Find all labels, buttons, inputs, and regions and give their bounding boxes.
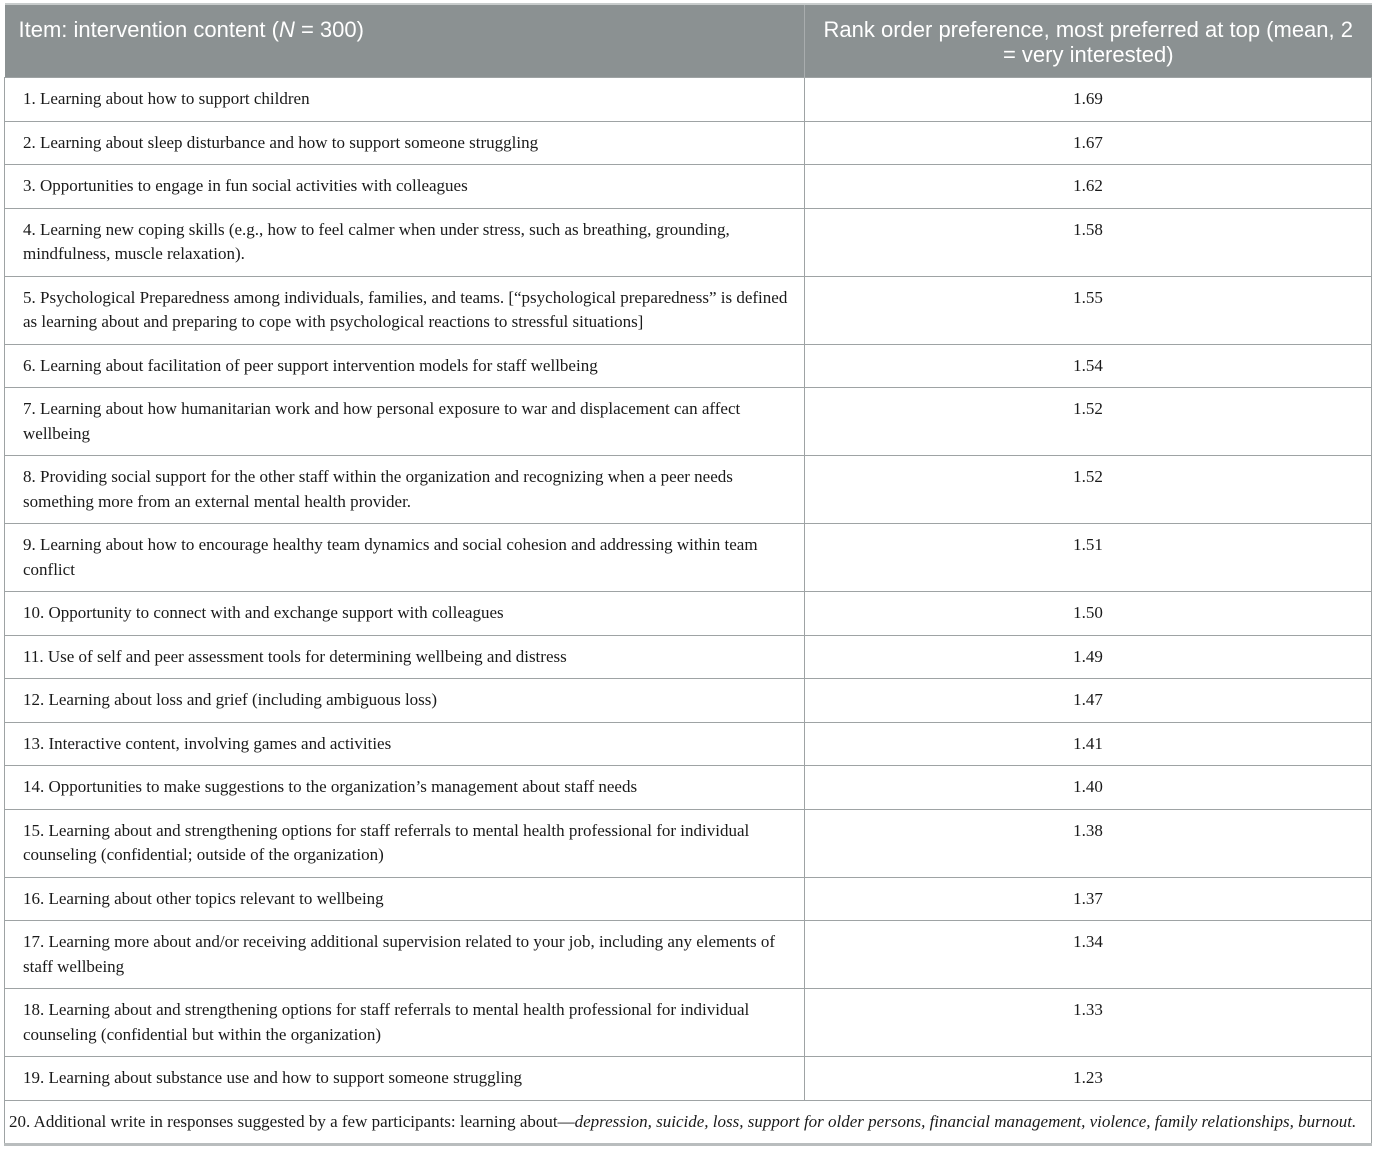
item-cell: 4. Learning new coping skills (e.g., how to feel calmer when under stress, such as breathing, grounding, mindfulness, muscle relaxation). (5, 208, 805, 276)
table-row (5, 722, 1372, 766)
table-row (5, 78, 1372, 122)
table-row (5, 1057, 1372, 1101)
item-cell: 6. Learning about facilitation of peer support intervention models for staff wellbeing (5, 344, 805, 388)
table-row (5, 766, 1372, 810)
table-row (5, 989, 1372, 1057)
item-cell: 7. Learning about how humanitarian work and how personal exposure to war and displacement can affect wellbeing (5, 388, 805, 456)
item-cell: 10. Opportunity to connect with and exchange support with colleagues (5, 592, 805, 636)
item-cell: 5. Psychological Preparedness among individuals, families, and teams. [“psychological preparedness” is defined as learning about and preparing to cope with psychological reactions to stressful situations] (5, 276, 805, 344)
table-row (5, 524, 1372, 592)
item-cell: 3. Opportunities to engage in fun social activities with colleagues (5, 165, 805, 209)
mean-cell: 1.51 (805, 524, 1372, 592)
mean-cell: 1.23 (805, 1057, 1372, 1101)
item-cell: 16. Learning about other topics relevant to wellbeing (5, 877, 805, 921)
header-item-suffix: = 300) (294, 17, 364, 42)
table-row (5, 388, 1372, 456)
header-mean: Rank order preference, most preferred at top (mean, 2 = very interested) (805, 4, 1372, 78)
note-italic: depression, suicide, loss, support for older persons, financial management, violence, family relationships, burnout. (574, 1111, 1357, 1131)
item-cell: 19. Learning about substance use and how to support someone struggling (5, 1057, 805, 1101)
header-row (5, 4, 1372, 78)
item-cell: 13. Interactive content, involving games and activities (5, 722, 805, 766)
table-row (5, 679, 1372, 723)
header-item (5, 4, 805, 78)
item-cell: 15. Learning about and strengthening options for staff referrals to mental health professional for individual counseling (confidential; outside of the organization) (5, 809, 805, 877)
mean-cell: 1.67 (805, 121, 1372, 165)
mean-cell: 1.69 (805, 78, 1372, 122)
mean-cell: 1.54 (805, 344, 1372, 388)
mean-cell: 1.41 (805, 722, 1372, 766)
mean-cell: 1.40 (805, 766, 1372, 810)
table-row (5, 208, 1372, 276)
header-item-n: N (278, 17, 295, 42)
table-row (5, 921, 1372, 989)
table-row (5, 344, 1372, 388)
table-row (5, 456, 1372, 524)
preference-table (4, 3, 1372, 1146)
mean-cell: 1.34 (805, 921, 1372, 989)
mean-cell: 1.47 (805, 679, 1372, 723)
table-row (5, 809, 1372, 877)
mean-cell: 1.62 (805, 165, 1372, 209)
table-row (5, 592, 1372, 636)
mean-cell: 1.37 (805, 877, 1372, 921)
mean-cell: 1.52 (805, 456, 1372, 524)
table-row (5, 276, 1372, 344)
header-item-prefix: Item: intervention content ( (18, 17, 279, 42)
item-cell: 9. Learning about how to encourage healthy team dynamics and social cohesion and addressing within team conflict (5, 524, 805, 592)
item-cell: 14. Opportunities to make suggestions to the organization’s management about staff needs (5, 766, 805, 810)
mean-cell: 1.49 (805, 635, 1372, 679)
table-row (5, 635, 1372, 679)
item-cell: 8. Providing social support for the other staff within the organization and recognizing when a peer needs something more from an external mental health provider. (5, 456, 805, 524)
item-cell: 17. Learning more about and/or receiving additional supervision related to your job, including any elements of staff wellbeing (5, 921, 805, 989)
table-row (5, 121, 1372, 165)
mean-cell: 1.55 (805, 276, 1372, 344)
mean-cell: 1.50 (805, 592, 1372, 636)
mean-cell: 1.38 (805, 809, 1372, 877)
item-cell: 18. Learning about and strengthening options for staff referrals to mental health professional for individual counseling (confidential but within the organization) (5, 989, 805, 1057)
item-cell: 11. Use of self and peer assessment tools for determining wellbeing and distress (5, 635, 805, 679)
mean-cell: 1.52 (805, 388, 1372, 456)
mean-cell: 1.33 (805, 989, 1372, 1057)
note-row (5, 1100, 1372, 1145)
table-row (5, 877, 1372, 921)
note-prefix: 20. Additional write in responses suggested by a few participants: learning about— (9, 1111, 575, 1131)
table-row (5, 165, 1372, 209)
item-cell: 2. Learning about sleep disturbance and how to support someone struggling (5, 121, 805, 165)
item-cell: 1. Learning about how to support children (5, 78, 805, 122)
mean-cell: 1.58 (805, 208, 1372, 276)
item-cell: 12. Learning about loss and grief (including ambiguous loss) (5, 679, 805, 723)
note-cell (5, 1100, 1372, 1145)
